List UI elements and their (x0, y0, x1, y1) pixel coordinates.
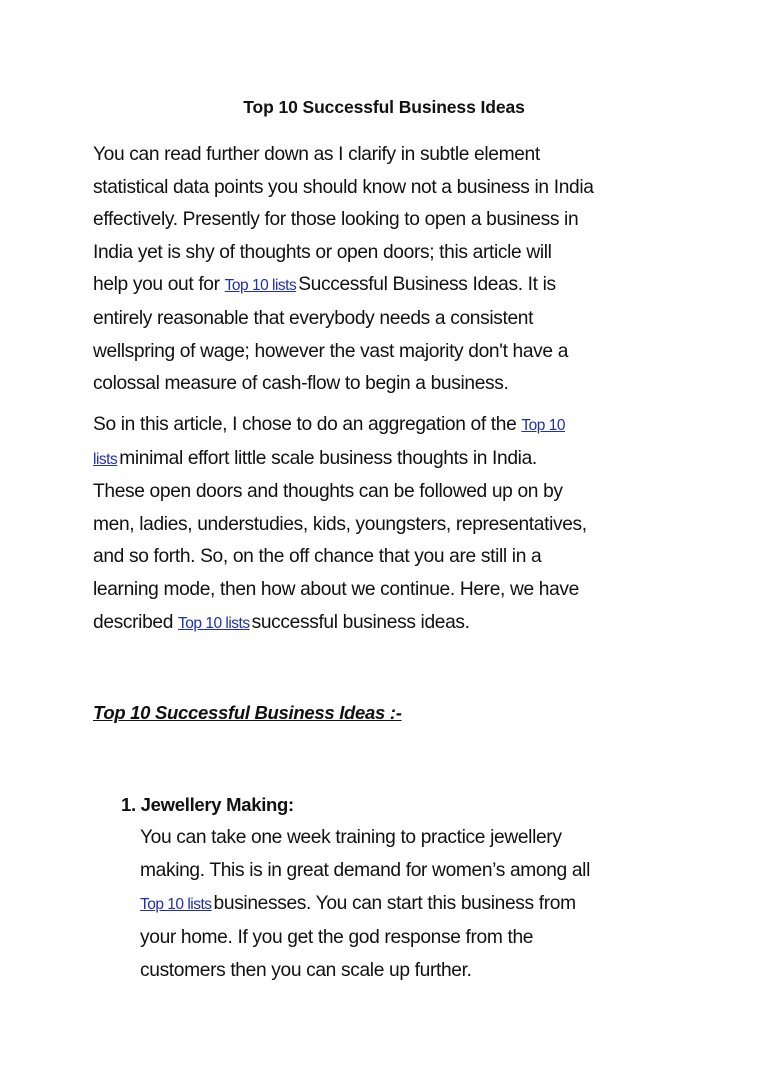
text-line: customers then you can scale up further. (140, 960, 472, 981)
text-line: These open doors and thoughts can be followed up on by (93, 481, 563, 503)
text-line: lists minimal effort little scale business thoughts in India. (93, 447, 537, 469)
top-10-lists-link[interactable]: Top 10 (521, 417, 565, 434)
second-paragraph (93, 409, 693, 640)
text-line: help you out for Top 10 lists Successful Business Ideas. It is (93, 274, 556, 296)
list-item-body (140, 821, 590, 987)
text-line: You can take one week training to practice jewellery (140, 827, 562, 848)
text-line: and so forth. So, on the off chance that you are still in a (93, 546, 542, 568)
text-line: statistical data points you should know not a business in India (93, 176, 594, 198)
top-10-lists-link[interactable]: Top 10 lists (224, 277, 297, 295)
top-10-lists-link[interactable]: lists (93, 450, 118, 468)
section-heading: Top 10 Successful Business Ideas :- (93, 702, 402, 723)
text-line: effectively. Presently for those looking to open a business in (93, 209, 579, 231)
top-10-lists-link[interactable]: Top 10 lists (178, 614, 250, 632)
text-line: wellspring of wage; however the vast majority don't have a (93, 340, 569, 362)
text-line: Top 10 lists businesses. You can start this business from (140, 893, 576, 914)
text-line: making. This is in great demand for women’s among all (140, 860, 590, 881)
text-line: So in this article, I chose to do an aggregation of the Top 10 (93, 414, 565, 435)
text-line: men, ladies, understudies, kids, youngsters, representatives, (93, 513, 587, 535)
text-line: your home. If you get the god response from the (140, 927, 534, 948)
text-line: India yet is shy of thoughts or open doors; this article will (93, 241, 552, 263)
intro-paragraph (93, 139, 693, 401)
document-title: Top 10 Successful Business Ideas (243, 97, 525, 117)
text-line: learning mode, then how about we continue. Here, we have (93, 578, 579, 600)
text-line: colossal measure of cash-flow to begin a business. (93, 373, 509, 395)
list-item-heading: 1. Jewellery Making: (121, 794, 294, 815)
text-line: You can read further down as I clarify in subtle element (93, 144, 540, 165)
top-10-lists-link[interactable]: Top 10 lists (140, 896, 212, 913)
text-line: entirely reasonable that everybody needs a consistent (93, 307, 534, 329)
text-line: described Top 10 lists successful business ideas. (93, 611, 470, 633)
